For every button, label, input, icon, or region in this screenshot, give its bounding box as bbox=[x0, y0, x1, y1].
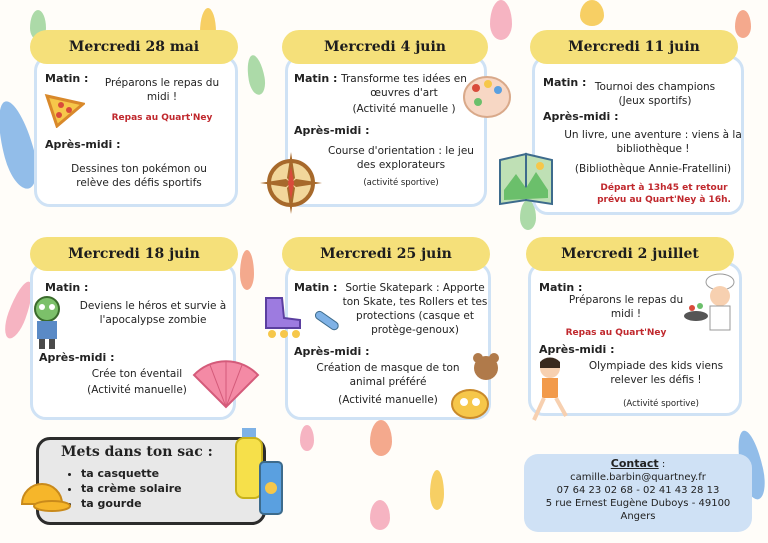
skateboard-icon bbox=[310, 304, 342, 336]
confetti bbox=[735, 10, 751, 38]
confetti bbox=[245, 54, 268, 96]
contact-city: Angers bbox=[620, 511, 656, 522]
pizza-icon bbox=[43, 90, 85, 128]
pm-label: Après-midi : bbox=[39, 351, 115, 364]
matin-text: Sortie Skatepark : Apporte ton Skate, tes Rollers et tes protections (casque et protège-genoux) bbox=[342, 282, 488, 336]
sunscreen-icon bbox=[256, 458, 286, 518]
pm-note: Départ à 13h45 et retour prévu au Quart'Ney à 16h. bbox=[597, 183, 731, 205]
fan-icon bbox=[190, 355, 262, 411]
running-girl-icon bbox=[526, 356, 578, 426]
matin-text: Transforme tes idées en œuvres d'art bbox=[341, 73, 467, 99]
bag-item: • ta gourde bbox=[81, 496, 182, 511]
compass-icon bbox=[256, 148, 326, 218]
animal-mask-icon bbox=[448, 352, 506, 422]
pm-label: Après-midi : bbox=[45, 138, 121, 151]
zombie-icon bbox=[27, 295, 67, 351]
pm-label: Après-midi : bbox=[539, 343, 615, 356]
confetti bbox=[370, 500, 390, 530]
matin-note: Repas au Quart'Ney bbox=[565, 328, 667, 338]
confetti bbox=[240, 250, 254, 290]
contact-colon: : bbox=[658, 459, 666, 470]
pm-label: Après-midi : bbox=[294, 124, 370, 137]
confetti bbox=[430, 470, 444, 510]
roller-skate-icon bbox=[258, 292, 306, 340]
pm-sub: (Activité manuelle) bbox=[87, 384, 187, 396]
pm-sub: (Bibliothèque Annie-Fratellini) bbox=[574, 163, 732, 175]
pm-text: Création de masque de ton animal préféré bbox=[316, 362, 460, 388]
book-icon bbox=[496, 150, 556, 206]
pm-text: Dessines ton pokémon ou relève des défis sportifs bbox=[71, 163, 207, 189]
pm-label: Après-midi : bbox=[543, 110, 619, 123]
confetti bbox=[300, 425, 314, 451]
pm-sub: (Activité manuelle) bbox=[338, 394, 438, 406]
confetti bbox=[580, 0, 604, 26]
pm-sub: (Activité sportive) bbox=[623, 399, 699, 409]
date-tab: Mercredi 28 mai bbox=[30, 30, 238, 64]
matin-sub: (Activité manuelle ) bbox=[352, 103, 456, 115]
matin-label: Matin : bbox=[543, 76, 587, 89]
matin-label: Matin : bbox=[539, 281, 583, 294]
palette-icon bbox=[462, 72, 512, 122]
contact-email[interactable]: camille.barbin@quartney.fr bbox=[570, 472, 706, 483]
confetti bbox=[370, 420, 392, 456]
date-tab: Mercredi 2 juillet bbox=[526, 237, 734, 271]
contact-box bbox=[524, 454, 752, 532]
pm-text: Olympiade des kids viens relever les défis ! bbox=[588, 360, 724, 386]
confetti bbox=[490, 0, 512, 40]
matin-label: Matin : bbox=[45, 281, 89, 294]
matin-label: Matin : bbox=[294, 72, 338, 85]
chef-icon bbox=[682, 272, 742, 342]
contact-phones: 07 64 23 02 68 - 02 41 43 28 13 bbox=[556, 485, 720, 496]
pm-sub: (activité sportive) bbox=[363, 178, 439, 188]
matin-text: Tournoi des champions bbox=[594, 81, 716, 93]
pm-text: Course d'orientation : le jeu des explorateurs bbox=[328, 145, 474, 171]
bag-list bbox=[81, 466, 182, 511]
matin-sub: (Jeux sportifs) bbox=[618, 95, 692, 107]
pm-text: Un livre, une aventure : viens à la bibliothèque ! bbox=[564, 129, 742, 155]
pm-label: Après-midi : bbox=[294, 345, 370, 358]
card-28-mai bbox=[34, 55, 238, 207]
date-tab: Mercredi 18 juin bbox=[30, 237, 238, 271]
matin-label: Matin : bbox=[45, 72, 89, 85]
matin-text: Deviens le héros et survie à l'apocalypse zombie bbox=[79, 300, 227, 326]
pm-text: Crée ton éventail bbox=[91, 368, 183, 380]
matin-text: Préparons le repas du midi ! bbox=[104, 77, 220, 103]
date-tab: Mercredi 25 juin bbox=[282, 237, 490, 271]
bag-title: Mets dans ton sac : bbox=[61, 444, 213, 460]
bag-item: • ta casquette bbox=[81, 466, 182, 481]
date-tab: Mercredi 4 juin bbox=[282, 30, 488, 64]
contact-title: Contact bbox=[610, 457, 659, 470]
matin-note: Repas au Quart'Ney bbox=[111, 113, 213, 123]
bag-item: • ta crème solaire bbox=[81, 481, 182, 496]
date-tab: Mercredi 11 juin bbox=[530, 30, 738, 64]
matin-text: Préparons le repas du midi ! bbox=[568, 294, 684, 320]
matin-label: Matin : bbox=[294, 281, 338, 294]
contact-address: 5 rue Ernest Eugène Duboys - 49100 bbox=[545, 498, 731, 509]
cap-icon bbox=[12, 470, 72, 518]
card-11-juin bbox=[532, 55, 744, 215]
